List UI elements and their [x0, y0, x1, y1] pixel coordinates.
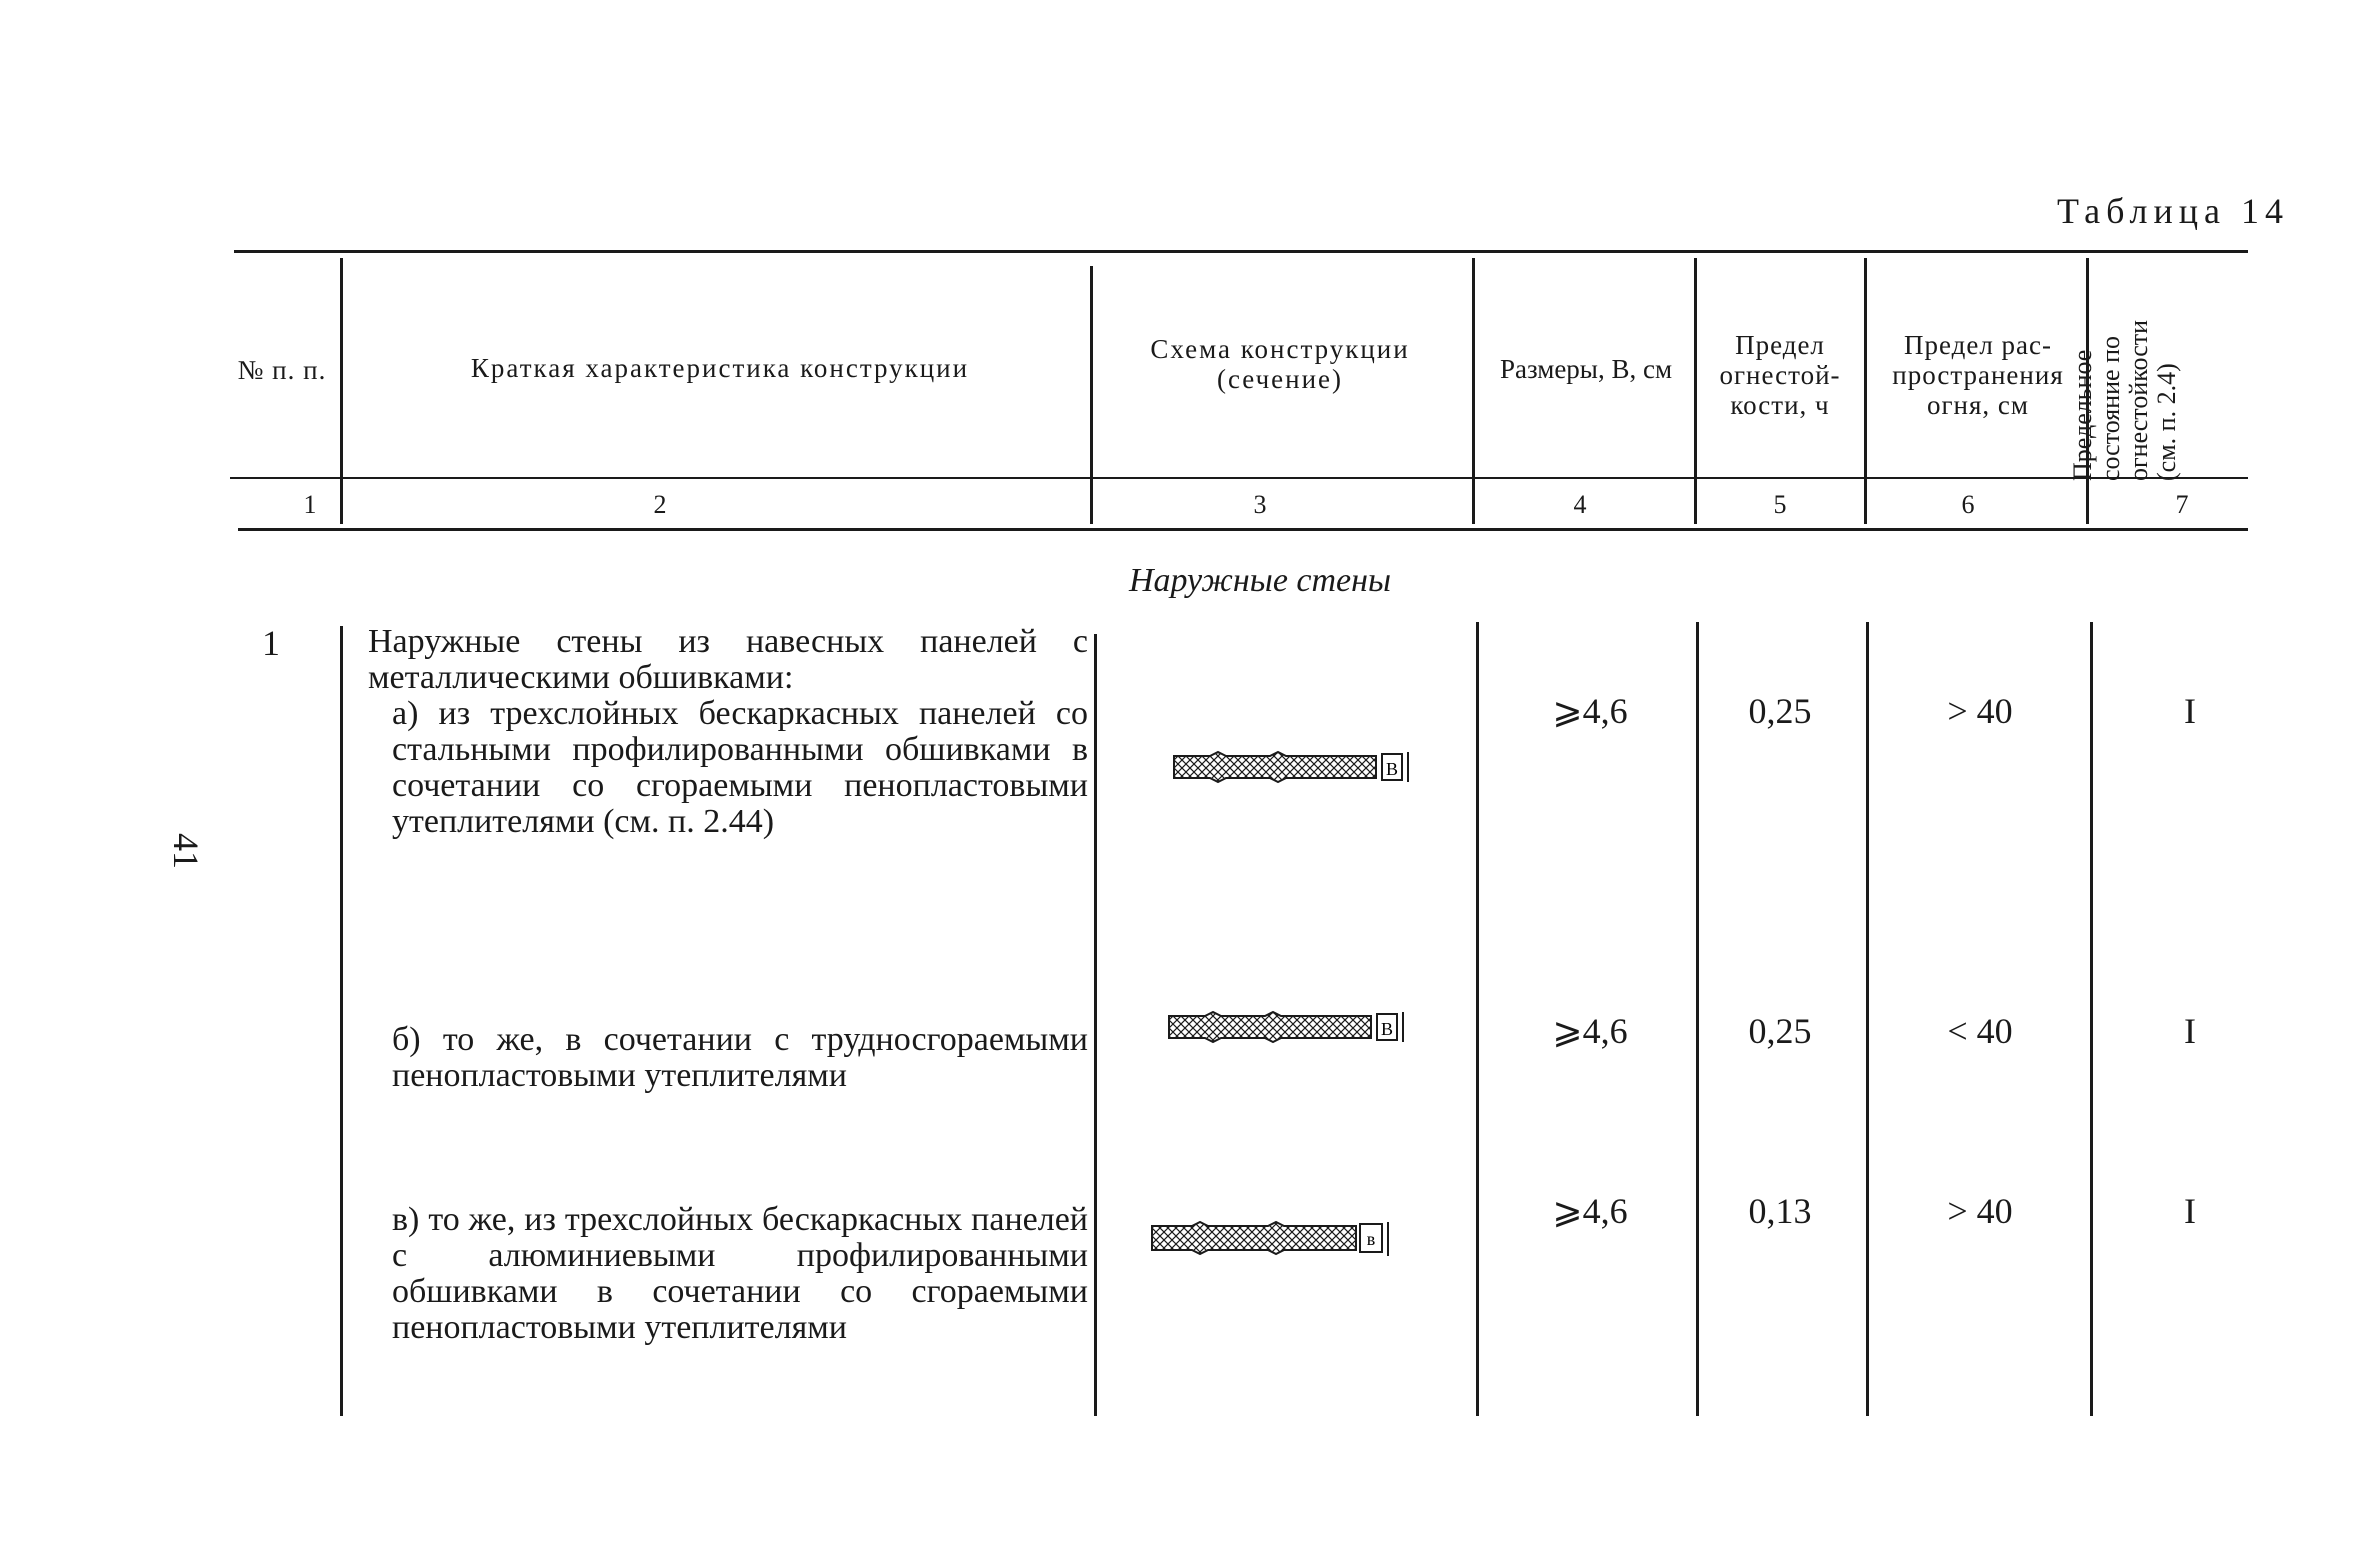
item-c-text: в) то же, из трехслойных бескаркасных панелей с алюминиевыми профилированными обшивками в сочетании со сгораемыми пенопластовыми утеплителями — [392, 1201, 1088, 1346]
col-number: 2 — [653, 490, 667, 519]
table-top-rule — [234, 250, 2248, 253]
header-col1: № п. п. — [237, 355, 327, 385]
body-col-divider — [1696, 622, 1699, 1416]
header-col-divider — [1864, 258, 1867, 524]
header-col3: Схема конструкции (сечение) — [1150, 334, 1410, 394]
item-a-fire-resistance: 0,25 — [1748, 691, 1812, 731]
page-number: 41 — [166, 833, 206, 869]
scheme-c-label: в — [1366, 1229, 1376, 1249]
header-col6: Предел рас-пространения огня, см — [1892, 330, 2064, 420]
item-b-fire-resistance: 0,25 — [1748, 1011, 1812, 1051]
body-col-divider — [1476, 622, 1479, 1416]
item-b-fire-spread: < 40 — [1947, 1011, 2013, 1051]
col-number: 4 — [1573, 490, 1587, 519]
item-c-fire-spread: > 40 — [1947, 1191, 2013, 1231]
item-b-size: ⩾4,6 — [1552, 1011, 1628, 1051]
col-number: 3 — [1253, 490, 1267, 519]
item-c-limit-state: I — [2184, 1191, 2196, 1231]
body-col-divider — [340, 626, 343, 1416]
item-b-text: б) то же, в сочетании с трудносгораемыми пенопластовыми утеплителями — [392, 1021, 1088, 1094]
col-number: 6 — [1961, 490, 1975, 519]
item-b-limit-state: I — [2184, 1011, 2196, 1051]
body-col-divider — [2090, 622, 2093, 1416]
header-col5: Предел огнестой-кости, ч — [1719, 330, 1841, 420]
row-intro: Наружные стены из навесных панелей с металлическими обшивками: — [368, 623, 1088, 696]
item-c-fire-resistance: 0,13 — [1748, 1191, 1812, 1231]
item-c-size: ⩾4,6 — [1552, 1191, 1628, 1231]
item-a-limit-state: I — [2184, 691, 2196, 731]
header-col-divider — [1694, 258, 1697, 524]
table-title: Таблица 14 — [2057, 191, 2289, 231]
header-bottom-rule — [238, 528, 2248, 531]
scheme-a-panel-section — [1170, 748, 1430, 788]
header-col2: Краткая характеристика конструкции — [470, 353, 970, 383]
scheme-a-label: В — [1385, 759, 1399, 779]
row-number: 1 — [262, 623, 280, 663]
item-a-text: а) из трехслойных бескаркасных панелей со стальными профилированными обшивками в сочетании со сгораемыми пенопластовыми утеплителями (см. п. 2.44) — [392, 695, 1088, 840]
body-col-divider — [1094, 634, 1097, 1416]
scheme-c-panel-section — [1148, 1216, 1408, 1260]
header-divider-rule — [230, 477, 2248, 479]
header-col-divider — [340, 258, 343, 524]
col-number: 7 — [2175, 490, 2189, 519]
scheme-b-panel-section — [1165, 1008, 1425, 1048]
header-col-divider — [1090, 266, 1093, 524]
scheme-b-label: В — [1380, 1019, 1394, 1039]
header-col-divider — [1472, 258, 1475, 524]
header-col7: Предельное состояние по огнестойкости (см. п. 2.4) — [2068, 319, 2181, 481]
section-title: Наружные стены — [1128, 562, 1392, 599]
col-number: 1 — [303, 490, 317, 519]
header-col4: Размеры, B, см — [1499, 354, 1673, 384]
item-a-fire-spread: > 40 — [1947, 691, 2013, 731]
col-number: 5 — [1773, 490, 1787, 519]
body-col-divider — [1866, 622, 1869, 1416]
item-a-size: ⩾4,6 — [1552, 691, 1628, 731]
